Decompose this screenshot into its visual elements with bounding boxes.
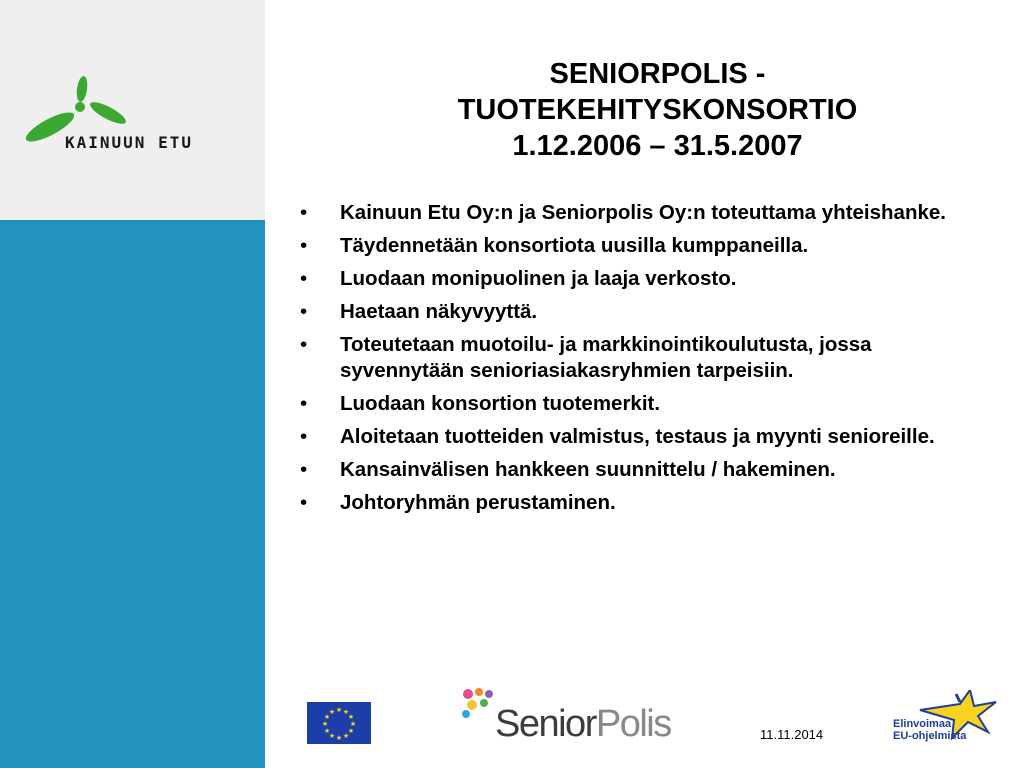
svg-text:★: ★	[347, 727, 355, 735]
bullet-list	[298, 200, 978, 523]
svg-text:★: ★	[342, 732, 350, 740]
bullet-item: • Toteutetaan muotoilu- ja markkinointikoulutusta, jossa syvennytään senioriasiakasryhmien tarpeisiin.	[298, 332, 978, 384]
title-line-2: TUOTEKEHITYSKONSORTIO	[457, 94, 858, 126]
slide-title	[300, 56, 1015, 164]
svg-text:★: ★	[335, 706, 343, 714]
svg-text:★: ★	[335, 734, 343, 742]
svg-text:★: ★	[347, 713, 355, 721]
svg-text:★: ★	[321, 720, 329, 728]
sidebar-bottom-panel	[0, 220, 265, 768]
elinvoimaa-text	[893, 718, 966, 742]
bullet-item: • Kansainvälisen hankkeen suunnittelu / hakeminen.	[298, 457, 978, 483]
svg-text:★: ★	[349, 720, 357, 728]
seniorpolis-part1: Senior	[495, 703, 596, 745]
seniorpolis-wordmark	[495, 703, 671, 746]
eu-flag-icon	[307, 702, 371, 744]
title-line-1: SENIORPOLIS -	[549, 58, 766, 90]
elinvoimaa-line-1: Elinvoimaa	[893, 718, 952, 730]
bullet-item: • Johtoryhmän perustaminen.	[298, 490, 978, 516]
kainuun-etu-logo	[20, 75, 250, 160]
seniorpolis-part2: Polis	[595, 703, 671, 745]
elinvoimaa-line-2: EU-ohjelmista	[893, 730, 967, 742]
title-line-3: 1.12.2006 – 31.5.2007	[512, 130, 803, 162]
kainuun-etu-wordmark: KAINUUN ETU	[65, 133, 193, 152]
footer-date: 11.11.2014	[760, 727, 824, 742]
bullet-item: • Kainuun Etu Oy:n ja Seniorpolis Oy:n toteuttama yhteishanke.	[298, 200, 978, 226]
svg-text:★: ★	[342, 708, 350, 716]
svg-text:★: ★	[328, 732, 336, 740]
svg-text:★: ★	[323, 713, 331, 721]
bullet-item: • Täydennetään konsortiota uusilla kumppaneilla.	[298, 233, 978, 259]
bullet-item: • Haetaan näkyvyyttä.	[298, 299, 978, 325]
bullet-item: • Luodaan konsortion tuotemerkit.	[298, 391, 978, 417]
svg-text:★: ★	[323, 727, 331, 735]
svg-text:★: ★	[328, 708, 336, 716]
bullet-item: • Aloitetaan tuotteiden valmistus, testaus ja myynti senioreille.	[298, 424, 978, 450]
bullet-item: • Luodaan monipuolinen ja laaja verkosto.	[298, 266, 978, 292]
